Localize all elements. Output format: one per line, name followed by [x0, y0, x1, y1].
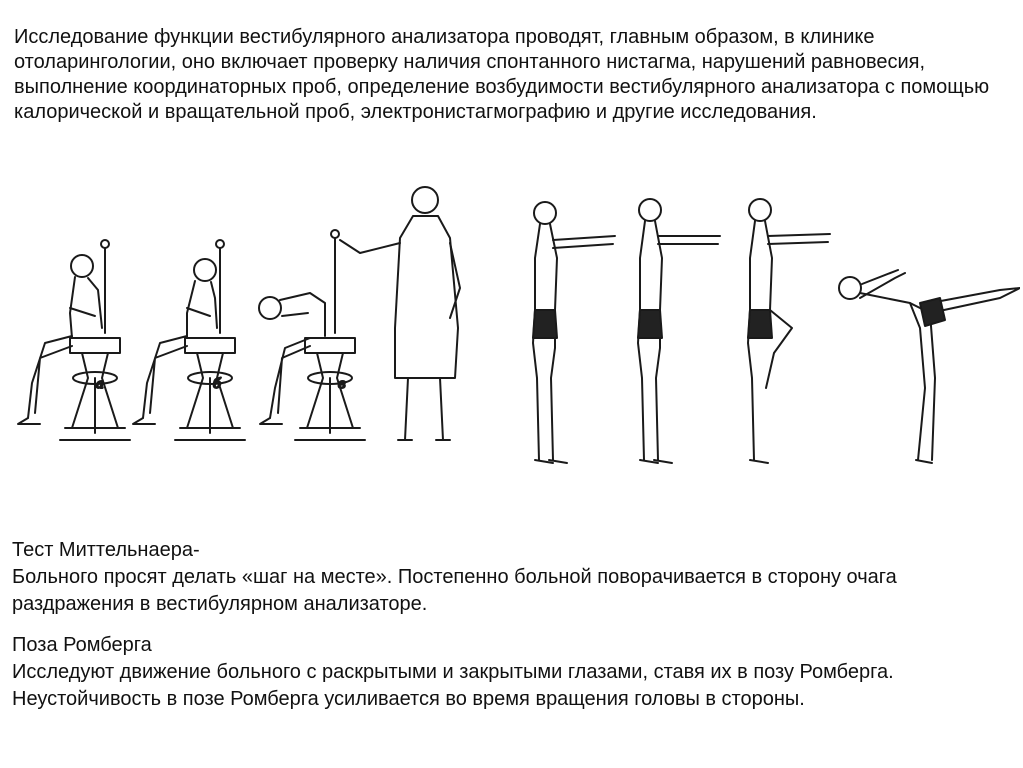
rotation-chair-illustration — [10, 178, 480, 478]
chair-letter-a: а — [96, 377, 104, 392]
standing-figure-1 — [533, 202, 615, 463]
romberg-poses-illustration — [515, 178, 1020, 478]
mittelnaer-test-section — [12, 537, 1012, 618]
romberg-title: Поза Ромберга — [12, 634, 152, 656]
mittelnaer-body: Больного просят делать «шаг на месте». Постепенно больной поворачивается в сторону очага раздражения в вестибулярном анализаторе. — [12, 566, 897, 615]
standing-figure-2 — [638, 199, 720, 463]
chair-figure-a — [18, 240, 130, 440]
romberg-body: Исследуют движение больного с раскрытыми и закрытыми глазами, ставя их в позу Ромберга. Неустойчивость в позе Ромберга усиливается во время вращения головы в стороны. — [12, 661, 894, 710]
chair-figure-b — [133, 240, 245, 440]
doctor-figure — [340, 187, 460, 440]
mittelnaer-title: Тест Миттельнаера- — [12, 539, 200, 561]
chair-figure-c — [259, 230, 365, 440]
swallow-pose-figure — [839, 270, 1020, 463]
romberg-pose-section — [12, 632, 1012, 713]
intro-paragraph: Исследование функции вестибулярного анализатора проводят, главным образом, в клинике отоларингологии, оно включает проверку наличия спонтанного нистагма, нарушений равновесия, выполнение координаторных проб, определение возбудимости вестибулярного анализатора с помощью калорической и вращательной проб, электронистагмографию и другие исследования. — [14, 26, 990, 123]
chair-letter-c: в — [338, 377, 346, 392]
standing-figure-3 — [748, 199, 830, 463]
chair-letter-b: б — [213, 377, 221, 392]
